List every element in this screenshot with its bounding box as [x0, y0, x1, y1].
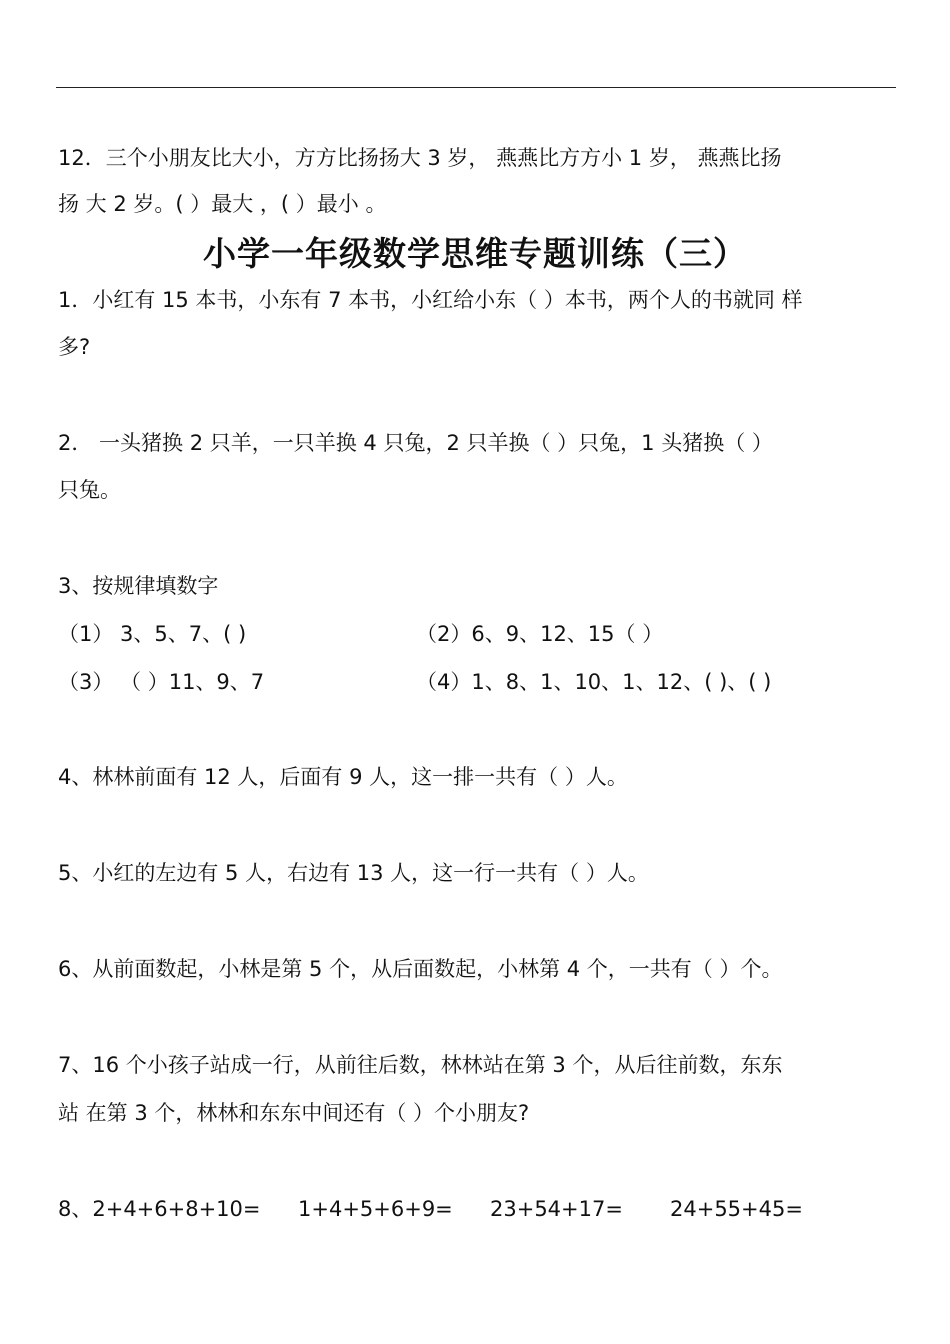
- question-8-item-1: 8、2+4+6+8+10=: [58, 1197, 261, 1221]
- question-8-item-3: 23+54+17=: [490, 1197, 623, 1221]
- question-3-item-3: （3） （ ）11、9、7: [58, 670, 265, 694]
- question-1-line-2: 多?: [58, 335, 91, 359]
- question-5: 5、小红的左边有 5 人，右边有 13 人，这一行一共有（ ）人。: [58, 861, 649, 885]
- question-8-item-4: 24+55+45=: [670, 1197, 803, 1221]
- page-title: 小学一年级数学思维专题训练（三）: [203, 234, 747, 273]
- question-3-item-2: （2）6、9、12、15（ ）: [416, 622, 664, 646]
- question-6: 6、从前面数起，小林是第 5 个，从后面数起，小林第 4 个，一共有（ ）个。: [58, 957, 783, 981]
- question-2-line-1: 2． 一头猪换 2 只羊，一只羊换 4 只兔，2 只羊换（ ）只兔，1 头猪换（ ）: [58, 431, 773, 455]
- question-1-line-1: 1．小红有 15 本书，小东有 7 本书，小红给小东（ ）本书，两个人的书就同 样: [58, 288, 803, 312]
- question-3-item-1: （1） 3、5、7、( ): [58, 622, 247, 646]
- question-3-item-4: （4）1、8、1、10、1、12、( )、( ): [416, 670, 772, 694]
- question-3-heading: 3、按规律填数字: [58, 574, 219, 598]
- question-7-line-1: 7、16 个小孩子站成一行，从前往后数，林林站在第 3 个，从后往前数，东东: [58, 1053, 783, 1077]
- question-8-item-2: 1+4+5+6+9=: [298, 1197, 453, 1221]
- question-12-line-1: 12．三个小朋友比大小，方方比扬扬大 3 岁， 燕燕比方方小 1 岁， 燕燕比扬: [58, 146, 782, 170]
- question-7-line-2: 站 在第 3 个，林林和东东中间还有（ ）个小朋友?: [58, 1101, 530, 1125]
- question-2-line-2: 只兔。: [58, 478, 121, 502]
- question-4: 4、林林前面有 12 人，后面有 9 人，这一排一共有（ ）人。: [58, 765, 628, 789]
- header-rule: [56, 87, 896, 88]
- question-12-line-2: 扬 大 2 岁。( ）最大 ，( ）最小 。: [58, 192, 387, 216]
